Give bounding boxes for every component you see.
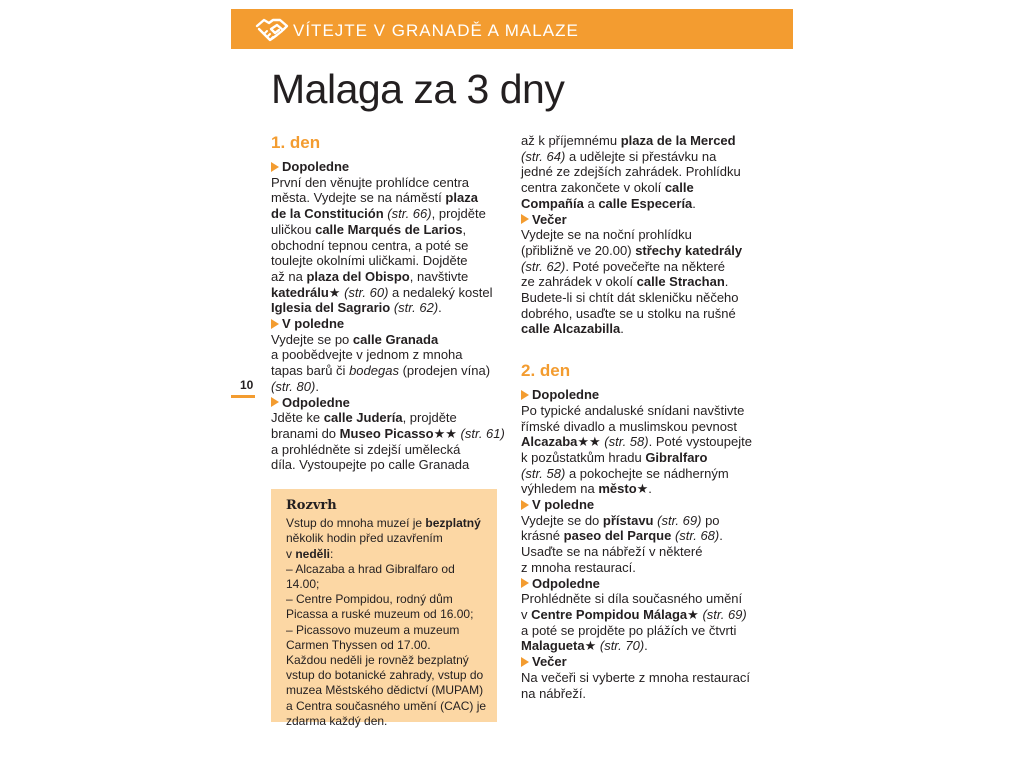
- day1-noon-label: V poledne: [271, 316, 511, 332]
- day1-afternoon-label: Odpoledne: [271, 395, 511, 411]
- left-column: [271, 133, 511, 473]
- page-number-rule: [231, 395, 255, 398]
- day2-morning-label: Dopoledne: [521, 387, 761, 403]
- day2-noon-text: Vydejte se do přístavu (str. 69) po krásné paseo del Parque (str. 68). Usaďte se na nábřeží v některé z mnoha restaurací.: [521, 512, 723, 575]
- schedule-box: [271, 489, 497, 728]
- section-header-band: [231, 9, 793, 49]
- day2-afternoon-label: Odpoledne: [521, 576, 761, 592]
- day2-morning-text: Po typické andaluské snídani navštivte římské divadlo a muslimskou pevnost Alcazaba★★ (str. 58). Poté vystoupejte k pozůstatkům hradu Gibralfaro (str. 58) a pokochejte se nádherným výhledem na město★.: [521, 402, 752, 497]
- triangle-bullet-icon: [521, 500, 529, 510]
- page-number: 10: [240, 378, 254, 392]
- triangle-bullet-icon: [271, 162, 279, 172]
- day1-morning-text: První den věnujte prohlídce centra města. Vydejte se na náměstí plaza de la Constitución (str. 66), projděte uličkou calle Marqués de Larios, obchodní tepnou centra, a poté se toulejte okolními uličkami. Dojděte až na plaza del Obispo, navštivte katedrálu★ (str. 60) a nedaleký kostel Iglesia del Sagrario (str. 62).: [271, 174, 493, 316]
- day1-morning-label: Dopoledne: [271, 159, 511, 175]
- day1-afternoon-text: Jděte ke calle Judería, projděte branami do Museo Picasso★★ (str. 61) a prohlédněte si zdejší umělecká díla. Vystoupejte po calle Granada: [271, 410, 505, 473]
- triangle-bullet-icon: [521, 214, 529, 224]
- day1-noon-text: Vydejte se po calle Granada a poobědvejte v jednom z mnoha tapas barů či bodegas (prodejen vína) (str. 80).: [271, 331, 491, 394]
- right-column: [521, 133, 761, 701]
- schedule-box-text: Vstup do mnoha muzeí je bezplatný několik hodin před uzavřením v neděli: – Alcazaba a hrad Gibralfaro od 14.00; – Centre Pompidou, rodný dům Picassa a ruské muzeum od 16.00; – Picassovo muzeum a muzeum Carmen Thyssen od 17.00. Každou neděli je rovněž bezplatný vstup do botanické zahrady, vstup do muzea Městského dědictví (MUPAM) a Centra současného umění (CAC) je zdarma každý den.: [286, 516, 487, 728]
- day2-evening-text: Na večeři si vyberte z mnoha restaurací na nábřeží.: [521, 669, 751, 701]
- day1-afternoon-text-cont: až k příjemnému plaza de la Merced (str. 64) a udělejte si přestávku na jedné ze zdejších zahrádek. Prohlídku centra zakončete v okolí calle Compañía a calle Especería.: [521, 133, 741, 211]
- triangle-bullet-icon: [521, 578, 529, 588]
- handshake-icon: [255, 17, 289, 43]
- day2-heading: 2. den: [521, 361, 571, 381]
- schedule-box-title: Rozvrh: [286, 498, 337, 513]
- page-title: Malaga za 3 dny: [271, 66, 565, 112]
- day1-evening-label: Večer: [521, 212, 761, 228]
- triangle-bullet-icon: [271, 319, 279, 329]
- day2-evening-label: Večer: [521, 654, 761, 670]
- day2-afternoon-text: Prohlédněte si díla současného umění v Centre Pompidou Málaga★ (str. 69) a poté se projděte po plážích ve čtvrti Malagueta★ (str. 70).: [521, 591, 747, 654]
- section-header-title: VÍTEJTE V GRANADĚ A MALAZE: [293, 21, 579, 40]
- triangle-bullet-icon: [271, 397, 279, 407]
- day2-noon-label: V poledne: [521, 497, 761, 513]
- triangle-bullet-icon: [521, 657, 529, 667]
- day1-evening-text: Vydejte se na noční prohlídku (přibližně ve 20.00) střechy katedrály (str. 62). Poté povečeřte na některé ze zahrádek v okolí calle Strachan. Budete-li si chtít dát skleničku něčeho dobrého, usaďte se u stolku na rušné calle Alcazabilla.: [521, 227, 743, 337]
- triangle-bullet-icon: [521, 390, 529, 400]
- day1-heading: 1. den: [271, 133, 321, 152]
